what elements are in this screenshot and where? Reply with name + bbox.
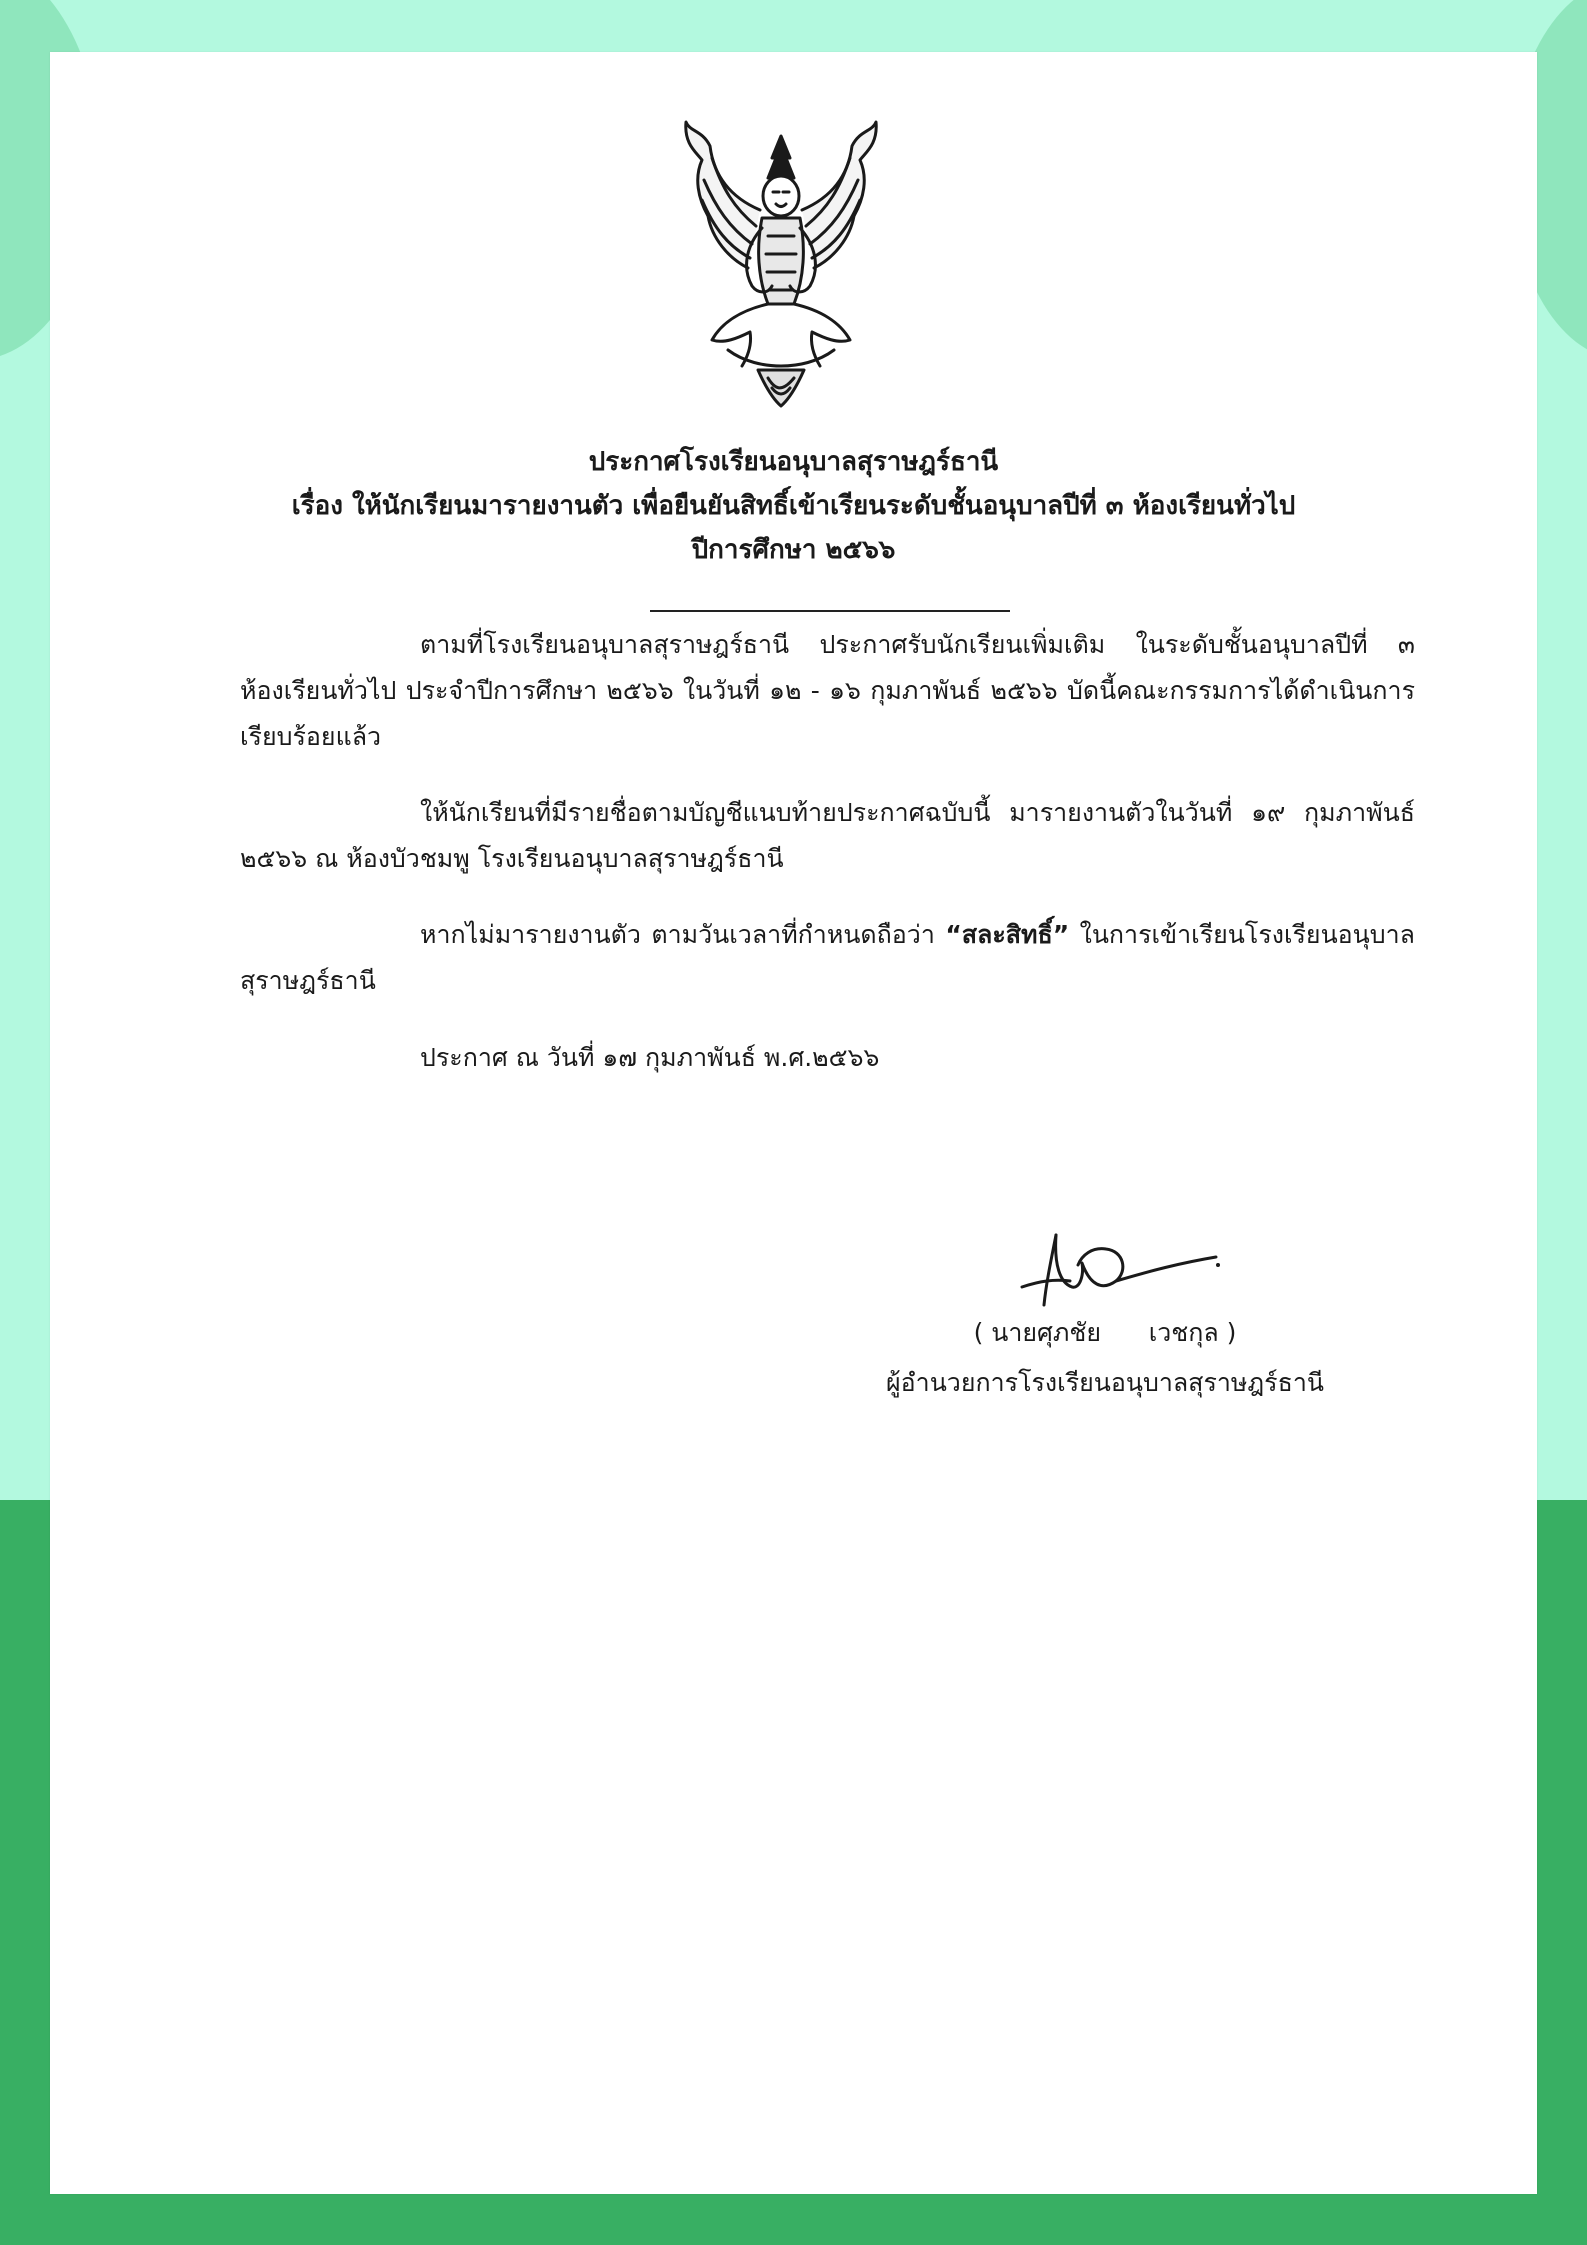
paragraph-3-after: ในการเข้าเรียนโรงเรียนอนุบาลสุราษฎร์ธานี — [240, 920, 1415, 995]
title-line-1: ประกาศโรงเรียนอนุบาลสุราษฎร์ธานี — [588, 447, 999, 477]
title-line-2: เรื่อง ให้นักเรียนมารายงานตัว เพื่อยืนยันสิทธิ์เข้าเรียนระดับชั้นอนุบาลปีที่ ๓ ห้องเรียนทั่วไป — [291, 491, 1296, 521]
announcement-date: ประกาศ ณ วันที่ ๑๗ กุมภาพันธ์ พ.ศ.๒๕๖๖ — [420, 1043, 880, 1072]
announcement-title — [0, 440, 1587, 572]
forfeit-emphasis: “สละสิทธิ์” — [945, 920, 1070, 949]
garuda-emblem-icon — [672, 118, 890, 410]
paragraph-1: ตามที่โรงเรียนอนุบาลสุราษฎร์ธานี ประกาศรับนักเรียนเพิ่มเติม ในระดับชั้นอนุบาลปีที่ ๓ ห้องเรียนทั่วไป ประจำปีการศึกษา ๒๕๖๖ ในวันที่ ๑๒ - ๑๖ กุมภาพันธ์ ๒๕๖๖ บัดนี้คณะกรรมการได้ดำเนินการเรียบร้อยแล้ว — [240, 630, 1415, 751]
signature-icon — [1020, 1225, 1220, 1315]
signatory-position: ผู้อำนวยการโรงเรียนอนุบาลสุราษฎร์ธานี — [886, 1368, 1324, 1397]
title-line-3: ปีการศึกษา ๒๕๖๖ — [691, 535, 896, 565]
signatory-name: ( นายศุภชัย เวชกุล ) — [973, 1318, 1237, 1347]
paragraph-3 — [240, 912, 1415, 1004]
paragraph-3-before: หากไม่มารายงานตัว ตามวันเวลาที่กำหนดถือว่า — [420, 920, 946, 949]
title-divider — [650, 610, 1010, 612]
paragraph-2: ให้นักเรียนที่มีรายชื่อตามบัญชีแนบท้ายประกาศฉบับนี้ มารายงานตัวในวันที่ ๑๙ กุมภาพันธ์ ๒๕๖๖ ณ ห้องบัวชมพู โรงเรียนอนุบาลสุราษฎร์ธานี — [240, 798, 1415, 873]
